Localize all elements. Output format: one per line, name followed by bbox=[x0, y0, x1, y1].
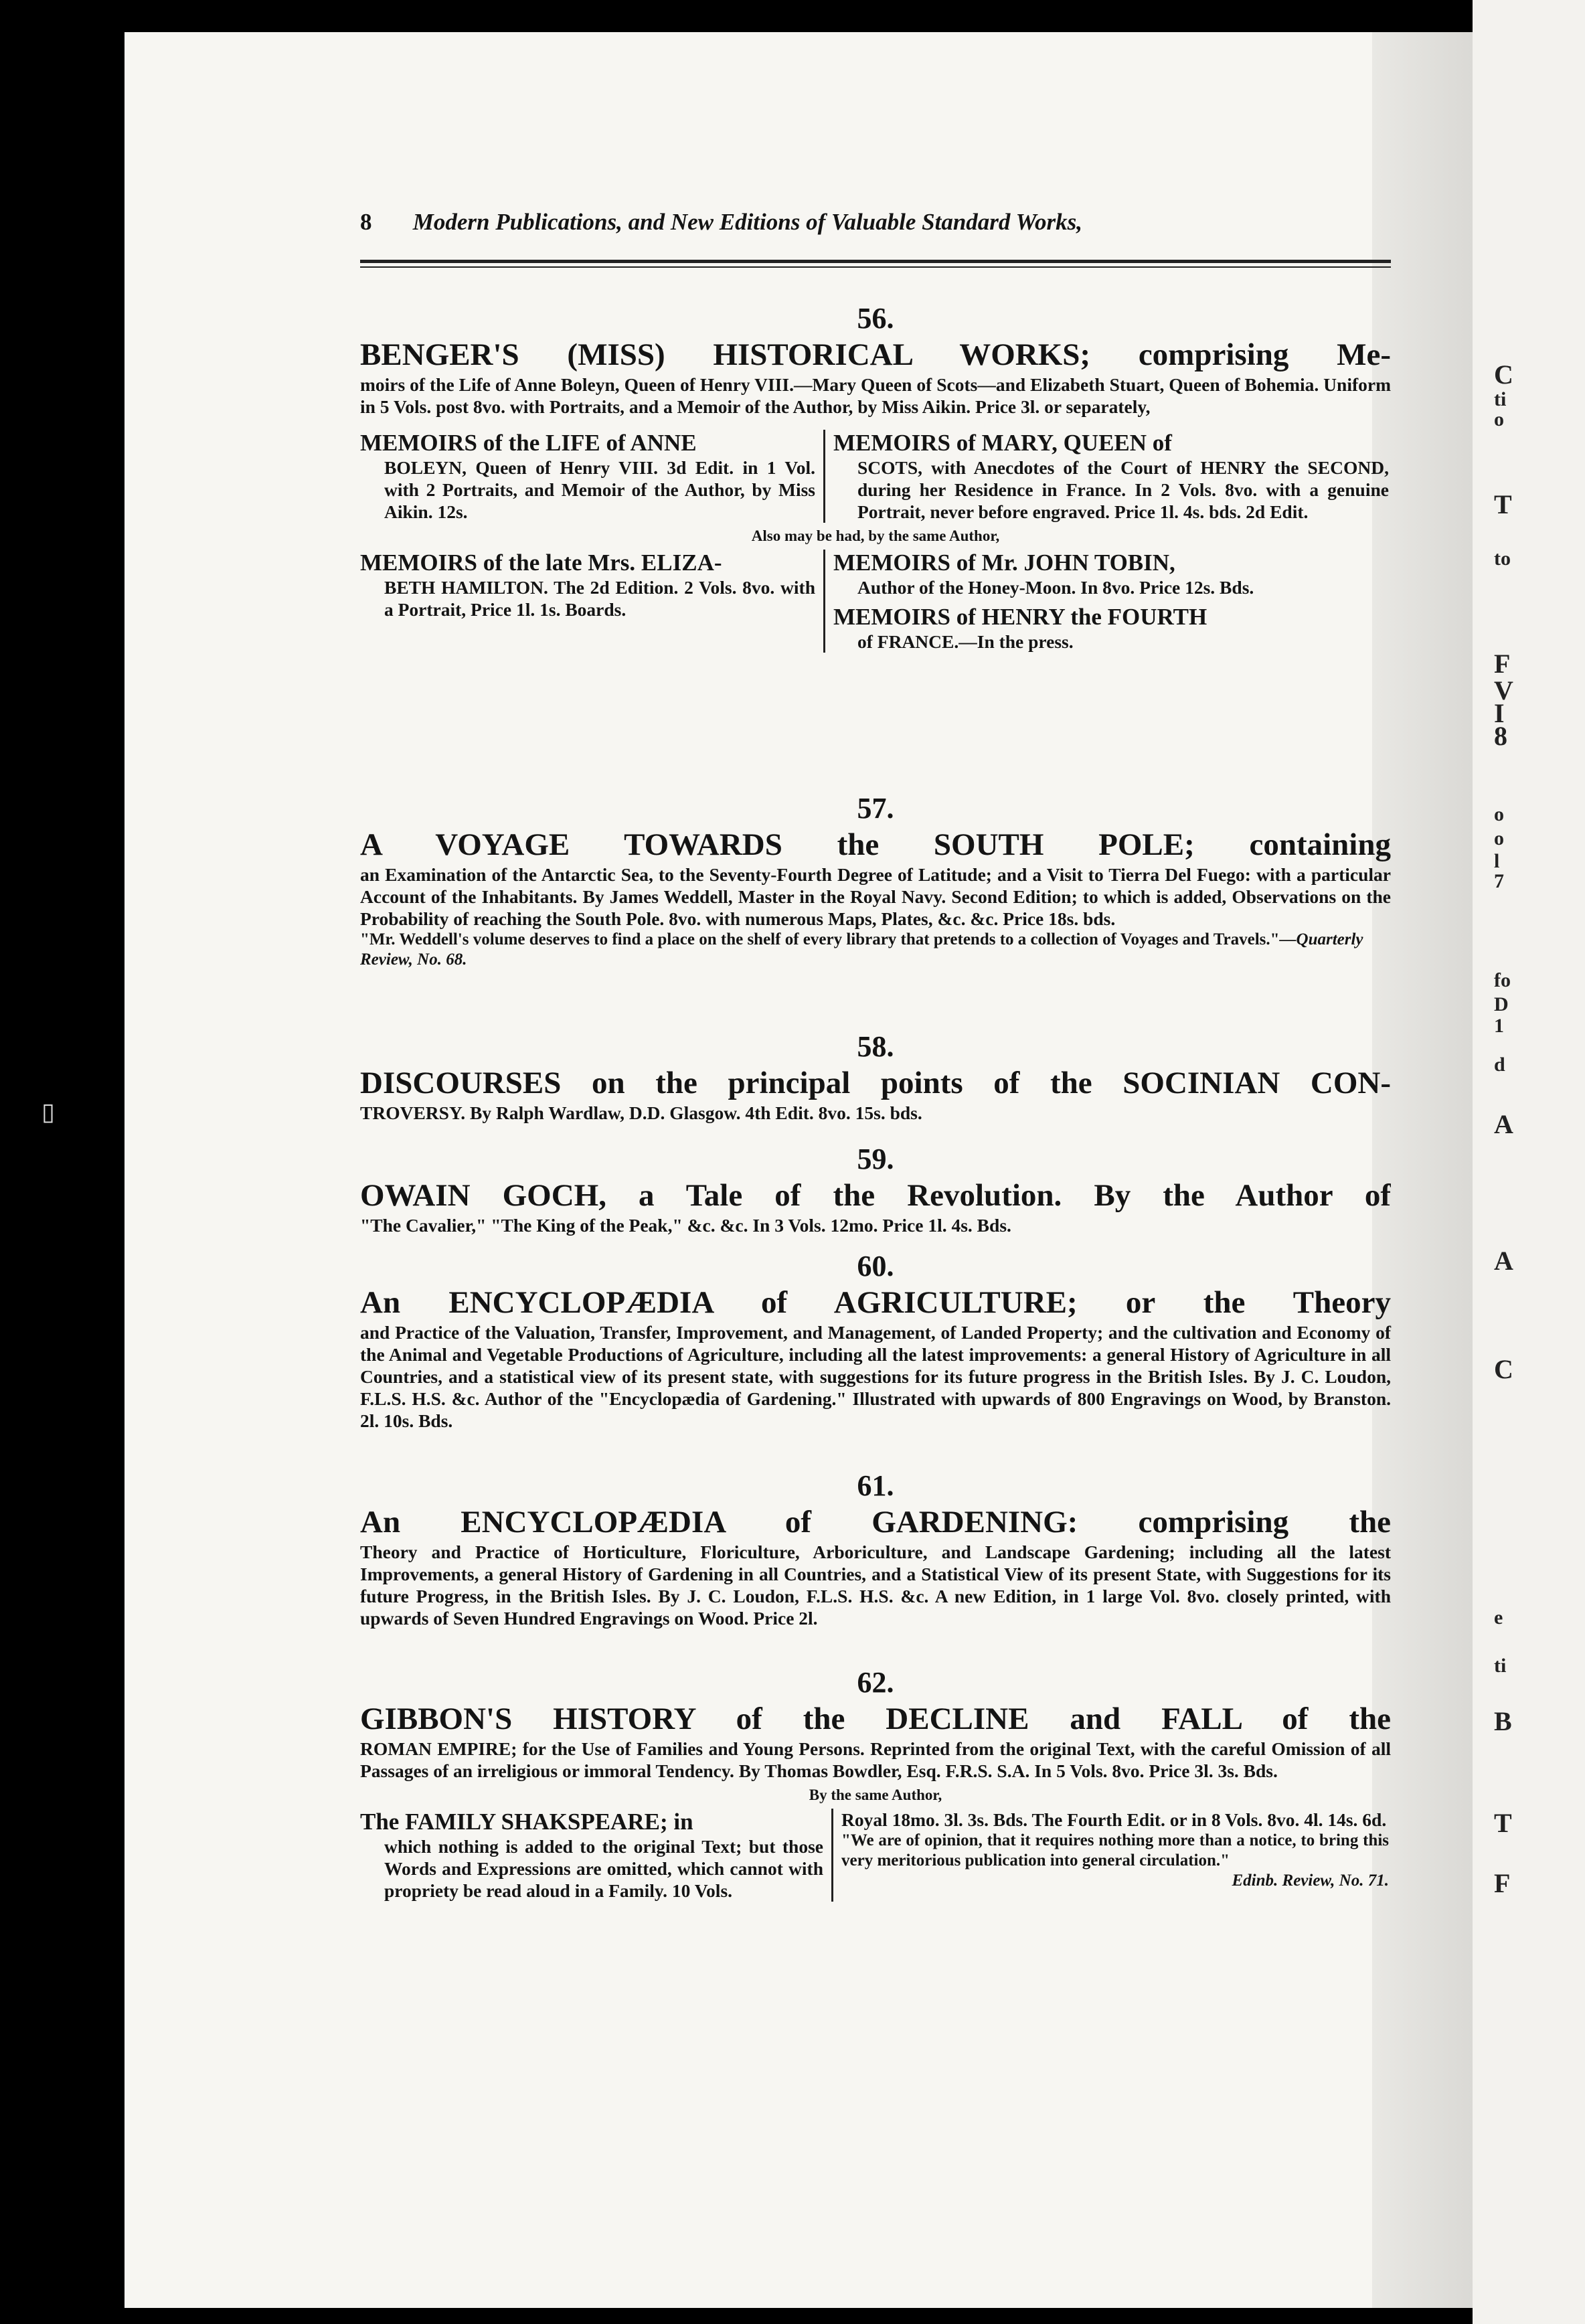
entry-61 bbox=[360, 1469, 1391, 1629]
edge-text: d bbox=[1494, 1054, 1505, 1076]
left-margin-mark: ▯ bbox=[41, 1098, 55, 1125]
running-head bbox=[360, 209, 1391, 236]
left-column bbox=[360, 550, 815, 653]
entry-title: DISCOURSES on the principal points of the SOCINIAN CON- bbox=[360, 1066, 1391, 1100]
review-quote bbox=[360, 930, 1391, 970]
right-column bbox=[833, 430, 1389, 523]
right-column-body: Author of the Honey-Moon. In 8vo. Price 12s. Bds. bbox=[857, 577, 1254, 598]
entry-body: moirs of the Life of Anne Boleyn, Queen of Henry VIII.—Mary Queen of Scots—and Elizabeth Stuart, Queen of Bohemia. Uniform in 5 Vols. post 8vo. with Portraits, and a Memoir of the Author, by Miss Aikin. Price 3l. or separately, bbox=[360, 374, 1391, 417]
right-column bbox=[833, 550, 1389, 653]
review-quote: "We are of opinion, that it requires nothing more than a notice, to bring this very meritorious publication into general circulation." bbox=[841, 1831, 1389, 1870]
edge-text: 7 bbox=[1494, 870, 1504, 892]
entry-body: Theory and Practice of Horticulture, Floriculture, Arboriculture, and Landscape Gardening; including all the latest Improvements, a general History of Gardening in all Countries, and a Statistical View of its present State, with Suggestions for its future Progress, in the British Isles. By J. C. Loudon, F.L.S. H.S. &c. A new Edition, in 1 large Vol. 8vo. closely printed, with upwards of Seven Hundred Engravings on Wood. Price 2l. bbox=[360, 1542, 1391, 1629]
edge-text: o bbox=[1494, 803, 1504, 825]
edge-text: T bbox=[1494, 489, 1512, 519]
right-column-body: Royal 18mo. 3l. 3s. Bds. The Fourth Edit. or in 8 Vols. 8vo. 4l. 14s. 6d. bbox=[841, 1809, 1387, 1830]
right-column bbox=[841, 1809, 1389, 1902]
edge-text: D bbox=[1494, 993, 1509, 1015]
header-rule-thin bbox=[360, 266, 1391, 268]
edge-text: 8 bbox=[1494, 721, 1507, 751]
entry-title: An ENCYCLOPÆDIA of AGRICULTURE; or the Theory bbox=[360, 1285, 1391, 1320]
left-column bbox=[360, 430, 815, 523]
header-rule-thick bbox=[360, 260, 1391, 263]
entry-number: 58. bbox=[857, 1030, 894, 1063]
entry-number: 61. bbox=[857, 1469, 894, 1502]
left-column-body: BOLEYN, Queen of Henry VIII. 3d Edit. in 1 Vol. with 2 Portraits, and Memoir of the Author, by Miss Aikin. 12s. bbox=[384, 457, 815, 522]
two-column-block bbox=[360, 1809, 1391, 1902]
entry-title: GIBBON'S HISTORY of the DECLINE and FALL of the bbox=[360, 1702, 1391, 1736]
column-divider bbox=[823, 550, 825, 653]
edge-text: to bbox=[1494, 548, 1511, 570]
quote-source: Edinb. Review, No. 71. bbox=[1232, 1872, 1389, 1890]
entry-title: A VOYAGE TOWARDS the SOUTH POLE; containing bbox=[360, 827, 1391, 862]
column-divider bbox=[823, 430, 825, 523]
edge-text: A bbox=[1494, 1109, 1513, 1139]
edge-text: V bbox=[1494, 675, 1513, 706]
running-title: Modern Publications, and New Editions of Valuable Standard Works, bbox=[412, 209, 1083, 235]
left-column-title: MEMOIRS of the LIFE of ANNE bbox=[360, 430, 697, 456]
page-number: 8 bbox=[360, 209, 372, 235]
column-divider bbox=[831, 1809, 833, 1902]
entry-57 bbox=[360, 791, 1391, 970]
edge-text: I bbox=[1494, 698, 1505, 728]
entry-number: 57. bbox=[857, 792, 894, 825]
entry-title: OWAIN GOCH, a Tale of the Revolution. By the Author of bbox=[360, 1178, 1391, 1213]
edge-text: C bbox=[1494, 1354, 1513, 1384]
entry-62 bbox=[360, 1665, 1391, 1902]
entry-number: 60. bbox=[857, 1250, 894, 1282]
edge-text: C bbox=[1494, 359, 1513, 390]
edge-text: F bbox=[1494, 649, 1511, 679]
left-column-body: which nothing is added to the original Text; but those Words and Expressions are omitted, which cannot with propriety be read aloud in a Family. 10 Vols. bbox=[384, 1836, 823, 1901]
edge-text: fo bbox=[1494, 969, 1511, 991]
edge-text: F bbox=[1494, 1868, 1511, 1898]
edge-text: T bbox=[1494, 1808, 1512, 1838]
entry-title: An ENCYCLOPÆDIA of GARDENING: comprising the bbox=[360, 1505, 1391, 1540]
two-column-block bbox=[360, 430, 1391, 523]
left-column bbox=[360, 1809, 823, 1902]
entry-number: 62. bbox=[857, 1666, 894, 1699]
entry-body: "The Cavalier," "The King of the Peak," &c. &c. In 3 Vols. 12mo. Price 1l. 4s. Bds. bbox=[360, 1215, 1011, 1236]
left-column-title: The FAMILY SHAKSPEARE; in bbox=[360, 1809, 693, 1835]
adjacent-page-edge bbox=[1473, 0, 1585, 2324]
edge-text: o bbox=[1494, 408, 1504, 430]
entry-59 bbox=[360, 1142, 1391, 1236]
edge-text: 1 bbox=[1494, 1015, 1504, 1037]
entry-title: BENGER'S (MISS) HISTORICAL WORKS; comprising Me- bbox=[360, 337, 1391, 372]
right-column-title: MEMOIRS of MARY, QUEEN of bbox=[833, 430, 1172, 456]
right-column-title: MEMOIRS of Mr. JOHN TOBIN, bbox=[833, 550, 1175, 576]
right-column-body: SCOTS, with Anecdotes of the Court of HENRY the SECOND, during her Residence in France. In 2 Vols. 8vo. with a genuine Portrait, never before engraved. Price 1l. 4s. bds. 2d Edit. bbox=[857, 457, 1389, 522]
edge-text: B bbox=[1494, 1706, 1512, 1736]
entry-body: ROMAN EMPIRE; for the Use of Families and Young Persons. Reprinted from the original Text, with the careful Omission of all Passages of an irreligious or immoral Tendency. By Thomas Bowdler, Esq. F.R.S. S.A. In 5 Vols. 8vo. Price 3l. 3s. Bds. bbox=[360, 1738, 1391, 1781]
edge-text: e bbox=[1494, 1606, 1503, 1629]
right-column-title: MEMOIRS of HENRY the FOURTH bbox=[833, 604, 1207, 630]
left-column-title: MEMOIRS of the late Mrs. ELIZA- bbox=[360, 550, 722, 576]
entry-body: an Examination of the Antarctic Sea, to the Seventy-Fourth Degree of Latitude; and a Visit to Tierra Del Fuego: with a particular Account of the Inhabitants. By James Weddell, Master in the Royal Navy. Second Edition; to which is added, Observations on the Probability of reaching the South Pole. 8vo. with numerous Maps, Plates, &c. &c. Price 18s. bds. bbox=[360, 864, 1391, 929]
entry-60 bbox=[360, 1249, 1391, 1432]
edge-text: A bbox=[1494, 1246, 1513, 1276]
quote-text: "Mr. Weddell's volume deserves to find a place on the shelf of every library that pretends to a collection of Voyages and Travels." bbox=[360, 930, 1280, 948]
entry-number: 59. bbox=[857, 1143, 894, 1175]
entry-56 bbox=[360, 301, 1391, 653]
two-column-block bbox=[360, 550, 1391, 653]
also-note: By the same Author, bbox=[809, 1787, 942, 1803]
edge-text: ti bbox=[1494, 388, 1507, 410]
entry-58 bbox=[360, 1029, 1391, 1124]
edge-text: l bbox=[1494, 850, 1500, 872]
entry-body: TROVERSY. By Ralph Wardlaw, D.D. Glasgow. 4th Edit. 8vo. 15s. bds. bbox=[360, 1102, 922, 1123]
entry-number: 56. bbox=[857, 302, 894, 335]
edge-text: o bbox=[1494, 827, 1504, 849]
quote-source: —Quarterly Review, No. 68. bbox=[360, 930, 1363, 969]
right-column-body: of FRANCE.—In the press. bbox=[857, 631, 1074, 652]
left-column-body: BETH HAMILTON. The 2d Edition. 2 Vols. 8vo. with a Portrait, Price 1l. 1s. Boards. bbox=[384, 577, 815, 620]
edge-text: ti bbox=[1494, 1655, 1507, 1677]
entry-body: and Practice of the Valuation, Transfer, Improvement, and Management, of Landed Property; and the cultivation and Economy of the Animal and Vegetable Productions of Agriculture, including all the latest improvements: a general History of Agriculture in all Countries, and a statistical view of its present state, with suggestions for its future progress in the British Isles. By J. C. Loudon, F.L.S. H.S. &c. Author of the "Encyclopædia of Gardening." Illustrated with upwards of 800 Engravings on Wood, by Branston. 2l. 10s. Bds. bbox=[360, 1322, 1391, 1431]
also-note: Also may be had, by the same Author, bbox=[751, 527, 1000, 544]
